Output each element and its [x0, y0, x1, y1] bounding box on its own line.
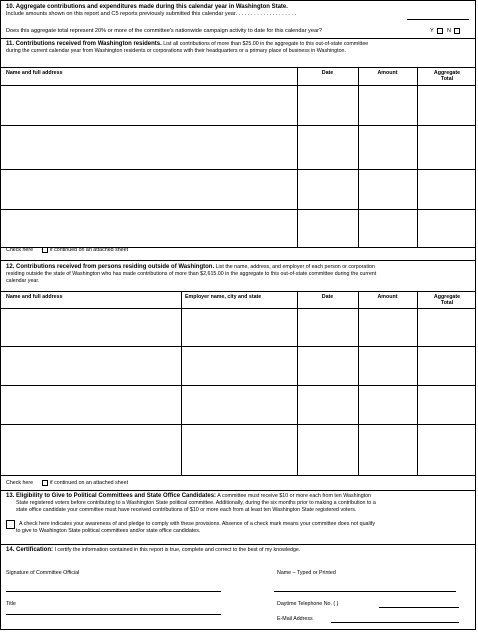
section-11-desc2: during the current calendar year from Washington residents or corporations with their headquarters or a primary place of business in Washington. [6, 48, 346, 54]
table-row[interactable] [1, 385, 475, 386]
col-aggregate-header-line2: Total [440, 76, 454, 82]
section-12-title: 12. Contributions received from persons residing outside of Washington. [6, 264, 215, 270]
col-name-header: Name and full address [6, 294, 63, 300]
email-label: E-Mail Address [277, 616, 313, 622]
col-employer-header: Employer name, city and state [185, 294, 262, 300]
section-13-p1c: state office candidate your committee must have received contributions of $10 or more each from at least ten Washington State registered voters. [16, 507, 357, 513]
section-14-intro [6, 547, 300, 553]
section-14-title: 14. Certification: [6, 547, 54, 553]
signature-field[interactable] [6, 591, 221, 592]
section-13-intro [6, 493, 371, 499]
table-row[interactable] [1, 346, 475, 347]
section-11-desc1: List all contributions of more than $25.00 in the aggregate to this out-of-state committee [161, 41, 369, 47]
table-row[interactable] [1, 125, 475, 126]
table-row[interactable] [1, 424, 475, 425]
section-12-desc2: residing outside the state of Washington who has made contributions of more than $2,615.00 in the aggregate to this out-of-state committee during the current [6, 271, 377, 277]
section-10-question: Does this aggregate total represent 20% or more of the committee's nationwide campaign activity to date for this calendar year? [6, 28, 323, 34]
section-13-p1b: State registered voters before contributing to a Washington State political committee. Additionally, during the six months prior to making a contribution to a [16, 500, 376, 506]
continued-check-12 [6, 480, 33, 486]
col-divider [417, 67, 418, 247]
continued-checkbox-11[interactable] [42, 247, 48, 253]
col-divider [417, 291, 418, 475]
section-12-desc3: calendar year. [6, 278, 40, 284]
signature-label: Signature of Committee Official [6, 570, 80, 576]
table-12-bottom [1, 475, 475, 476]
continued-checkbox-12[interactable] [42, 480, 48, 486]
col-divider [358, 291, 359, 475]
col-divider [297, 67, 298, 247]
section-11-title: 11. Contributions received from Washington residents. [6, 41, 162, 47]
col-aggregate-header-line2: Total [440, 300, 454, 306]
col-divider [297, 291, 298, 475]
col-aggregate-header [417, 294, 477, 306]
col-aggregate-header [417, 70, 477, 82]
no-checkbox[interactable] [454, 28, 460, 34]
section-13-title: 13. Eligibility to Give to Political Committees and State Office Candidates: [6, 493, 217, 499]
continued-label-11: if continued on an attached sheet [50, 247, 129, 253]
divider [1, 260, 475, 261]
table-row[interactable] [1, 308, 475, 309]
divider [1, 490, 475, 491]
section-13-p2b: to give to Washington State political committees and/or state office candidates. [16, 528, 201, 534]
table-12-top [1, 291, 475, 292]
col-divider [181, 291, 182, 475]
col-aggregate-header-line1: Aggregate [433, 294, 461, 300]
col-date-header: Date [321, 294, 334, 300]
section-11-intro [6, 41, 471, 47]
title-field[interactable] [6, 614, 221, 615]
section-10-line1: Include amounts shown on this report and C5 reports previously submitted this calendar year. . . . . . . . . . . . . . . . . . . . [6, 11, 297, 17]
col-divider [358, 67, 359, 247]
col-amount-header: Amount [377, 70, 398, 76]
section-14-text: I certify the information contained in this report is true, complete and correct to the best of my knowledge. [53, 547, 301, 553]
no-label: N [447, 28, 452, 34]
check-here-label: Check here [6, 247, 34, 253]
table-11-top [1, 67, 475, 68]
table-row[interactable] [1, 209, 475, 210]
section-13-p2a: A check here indicates your awareness of and pledge to comply with these provisions. Absence of a check mark means your committee does not qualify [19, 521, 375, 527]
section-12-desc1: List the name, address, and employer of each person or corporation [214, 264, 375, 270]
phone-label: Daytime Telephone No. ( ) [277, 601, 339, 607]
continued-check-11 [6, 247, 33, 253]
aggregate-amount-field[interactable] [407, 19, 469, 20]
table-row[interactable] [1, 85, 475, 86]
phone-field[interactable] [379, 607, 459, 608]
divider [1, 544, 475, 545]
yes-label: Y [430, 28, 434, 34]
continued-label-12: if continued on an attached sheet [50, 480, 129, 486]
col-date-header: Date [321, 70, 334, 76]
col-aggregate-header-line1: Aggregate [433, 70, 461, 76]
col-name-header: Name and full address [6, 70, 63, 76]
section-13-p1a: A committee must receive $10 or more each from ten Washington [216, 493, 372, 499]
pledge-checkbox[interactable] [6, 520, 15, 529]
email-field[interactable] [331, 622, 459, 623]
section-10-title: 10. Aggregate contributions and expenditures made during this calendar year in Washington State. [6, 4, 288, 10]
table-row[interactable] [1, 169, 475, 170]
divider [1, 38, 475, 39]
yes-checkbox[interactable] [437, 28, 443, 34]
section-12-intro [6, 264, 375, 270]
col-amount-header: Amount [377, 294, 398, 300]
check-here-label: Check here [6, 480, 34, 486]
name-printed-label: Name – Typed or Printed [277, 570, 336, 576]
title-label: Title [6, 601, 16, 607]
name-printed-field[interactable] [274, 591, 456, 592]
